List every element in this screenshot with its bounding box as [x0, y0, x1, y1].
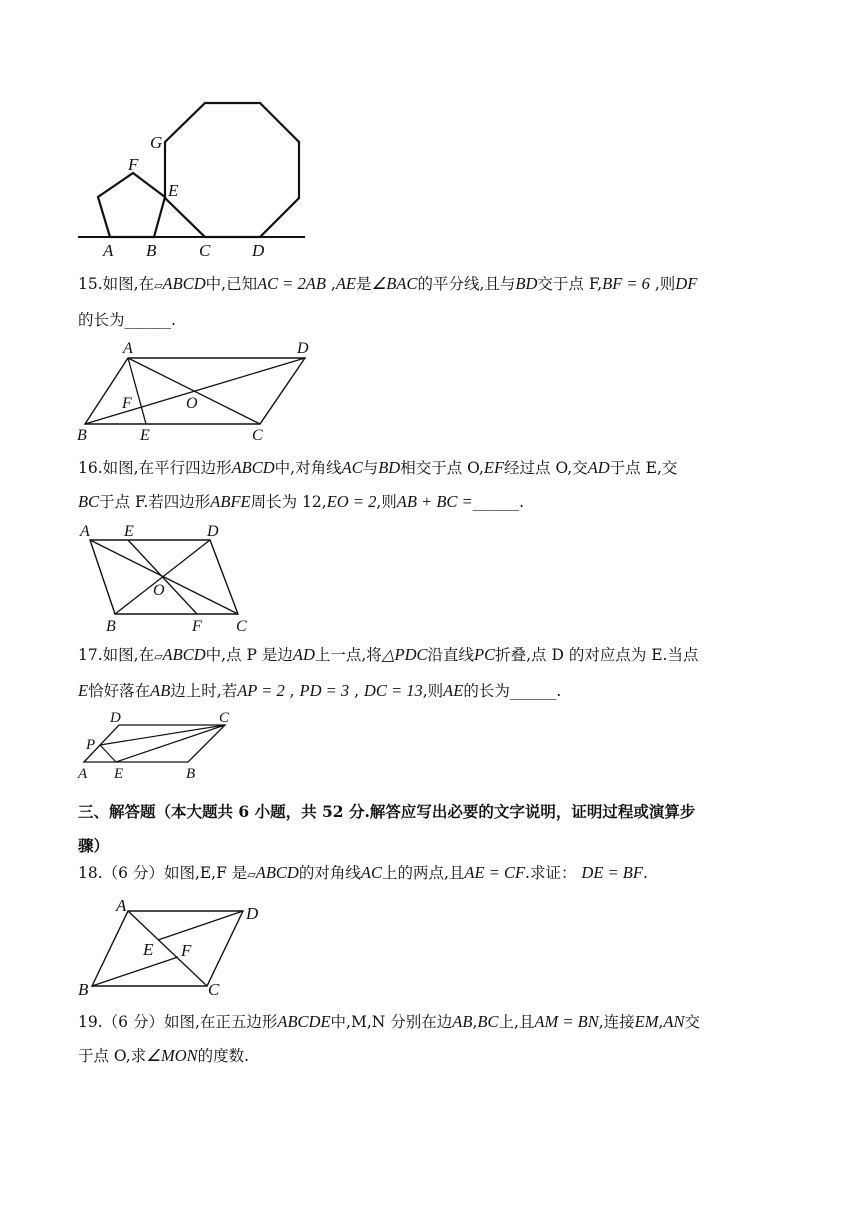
- answer-blank[interactable]: ______: [472, 493, 520, 511]
- octagon: [165, 103, 299, 237]
- label-a: A: [116, 896, 127, 915]
- segment-ae: [128, 358, 146, 424]
- label-b: B: [77, 427, 87, 444]
- label-c: C: [219, 710, 230, 726]
- label-a: A: [103, 241, 114, 260]
- question-15: 15.如图,在▱ABCD中,已知AC = 2AB ,AE是∠BAC的平分线,且与BD交于点 F,BF = 6 ,则DF 的长为______.: [78, 267, 778, 337]
- label-d: D: [110, 710, 121, 726]
- label-c: C: [199, 241, 211, 260]
- answer-blank[interactable]: ______: [509, 682, 557, 700]
- diagonal-bd: [85, 358, 305, 424]
- label-a: A: [80, 523, 90, 540]
- label-d: D: [297, 340, 309, 357]
- diagonal-ac: [128, 911, 207, 986]
- label-f: F: [128, 155, 139, 174]
- label-c: C: [236, 618, 247, 635]
- label-f: F: [192, 618, 202, 635]
- label-d: D: [252, 241, 265, 260]
- label-f: F: [122, 395, 132, 412]
- label-b: B: [106, 618, 116, 635]
- label-e: E: [114, 766, 124, 782]
- label-a: A: [78, 766, 88, 782]
- label-o: O: [153, 582, 165, 599]
- question-18: 18.（6 分）如图,E,F 是▱ABCD的对角线AC上的两点,且AE = CF.求证： DE = BF.: [78, 863, 648, 882]
- segment-pc: [100, 725, 225, 745]
- segment-de: [158, 911, 243, 940]
- label-c: C: [252, 427, 263, 444]
- segment-ec: [116, 725, 225, 762]
- question-19: 19.（6 分）如图,在正五边形ABCDE中,M,N 分别在边AB,BC上,且AM = BN,连接EM,AN交 于点 O,求∠MON的度数.: [78, 1012, 701, 1065]
- figure-pentagon-octagon: [70, 95, 320, 265]
- label-a: A: [123, 340, 133, 357]
- label-p: P: [86, 737, 96, 753]
- segment-pe: [100, 745, 116, 762]
- label-c: C: [208, 980, 220, 999]
- label-e: E: [124, 523, 134, 540]
- label-b: B: [186, 766, 196, 782]
- label-b: B: [78, 980, 89, 999]
- question-17: 17.如图,在▱ABCD中,点 P 是边AD上一点,将△PDC沿直线PC折叠,点 D 的对应点为 E.当点 E恰好落在AB边上时,若AP = 2 , PD = 3 , DC = 13,则AE的长为______.: [78, 638, 778, 708]
- label-e: E: [168, 181, 179, 200]
- answer-blank[interactable]: ______: [124, 311, 172, 329]
- label-e: E: [143, 940, 154, 959]
- label-d: D: [207, 523, 219, 540]
- label-g: G: [150, 133, 163, 152]
- pentagon: [98, 173, 165, 237]
- label-b: B: [146, 241, 157, 260]
- label-d: D: [246, 904, 259, 923]
- segment-bf: [92, 957, 178, 986]
- section-heading: 三、解答题（本大题共 6 小题，共 52 分.解答应写出必要的文字说明，证明过程或演算步 骤）: [78, 802, 696, 855]
- label-f: F: [181, 941, 192, 960]
- question-16: 16.如图,在平行四边形ABCD中,对角线AC与BD相交于点 O,EF经过点 O,交AD于点 E,交 BC于点 F.若四边形ABFE周长为 12,EO = 2,则AB + BC =______.: [78, 451, 778, 519]
- figure-q16-parallelogram: [72, 518, 262, 636]
- figure-q17-parallelogram: [72, 704, 242, 784]
- label-o: O: [186, 395, 198, 412]
- figure-q15-parallelogram: [72, 335, 322, 447]
- figure-q18-parallelogram: [72, 892, 272, 1002]
- segment-ef: [128, 540, 197, 614]
- label-e: E: [140, 427, 150, 444]
- parallelogram: [84, 725, 225, 762]
- diagonal-ac: [90, 540, 238, 614]
